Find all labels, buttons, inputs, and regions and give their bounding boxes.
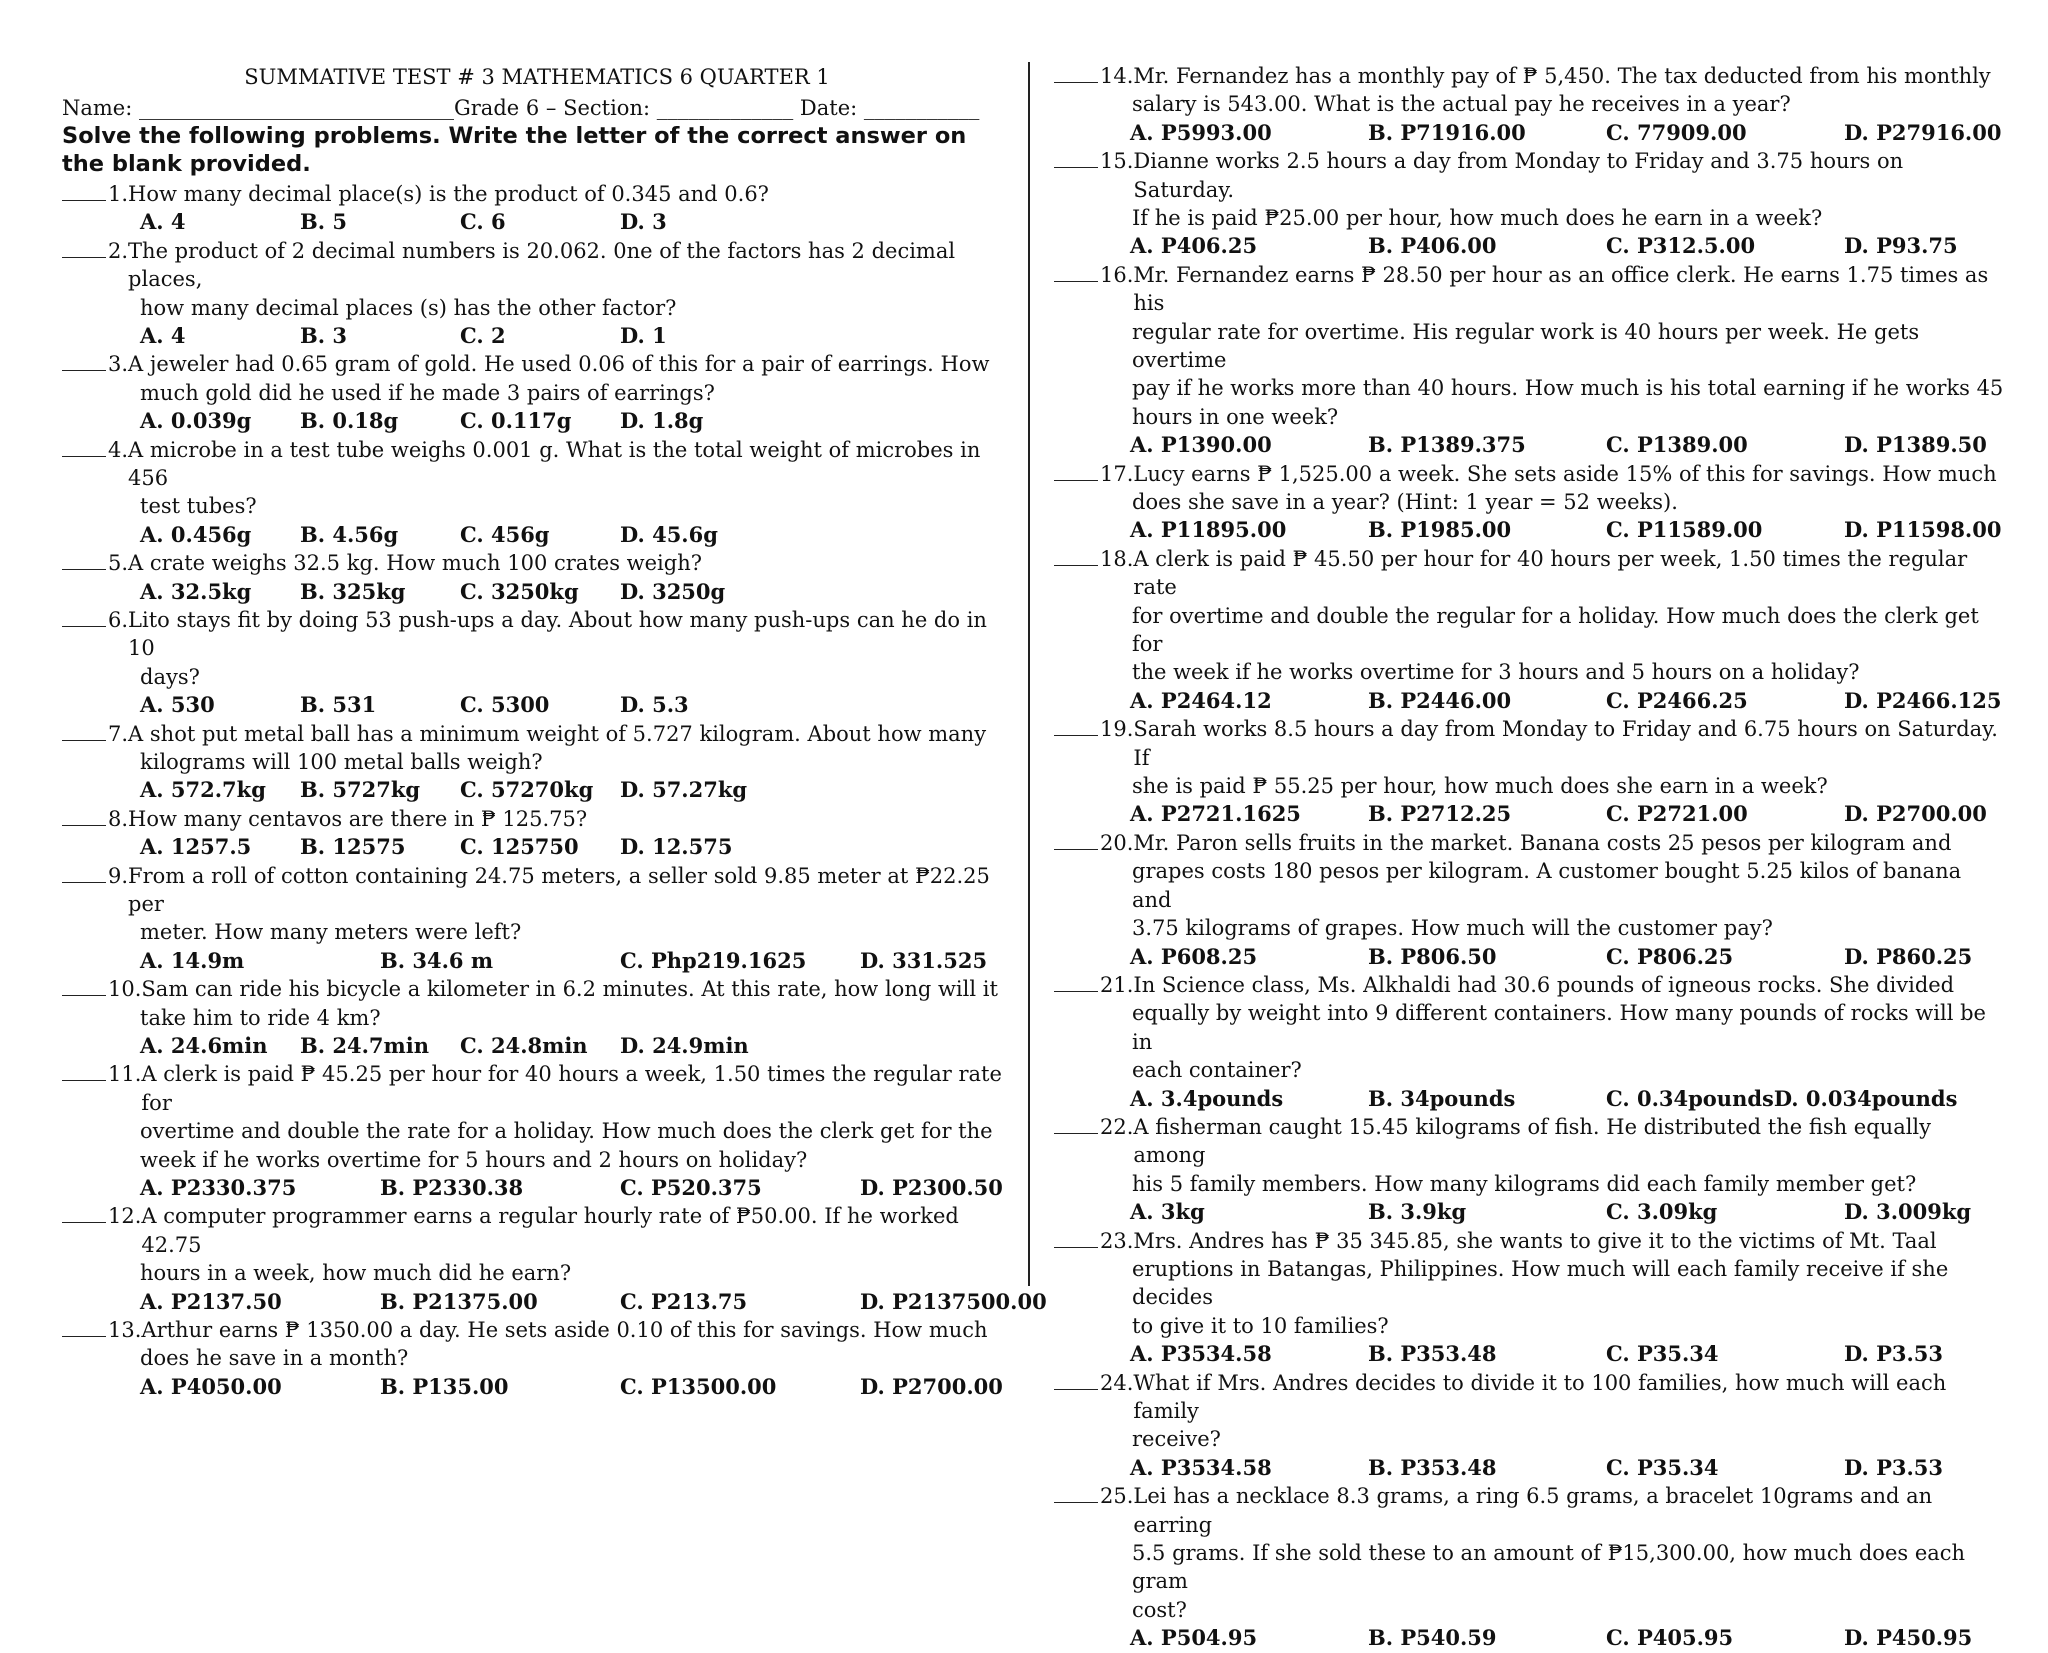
question [1054, 1482, 2004, 1652]
answer-choice: B. 3 [300, 323, 347, 349]
answer-choice: C. 3250kg [460, 578, 579, 604]
answer-choice: C. 0.117g [460, 408, 572, 434]
answer-choices [62, 1288, 1047, 1316]
answer-choices [1054, 232, 2004, 260]
question-first-line [1054, 1369, 2004, 1426]
question-number: 24. [1100, 1370, 1134, 1395]
question-number: 23. [1100, 1228, 1134, 1253]
answer-choice: D. 57.27kg [620, 777, 748, 803]
answer-blank[interactable] [1054, 147, 1098, 168]
question-number: 15. [1100, 149, 1134, 174]
answer-choice: D. P1389.50 [1844, 432, 1987, 458]
answer-choices [1054, 1198, 2004, 1226]
question-first-line [62, 720, 1012, 748]
answer-choice: A. P3534.58 [1130, 1454, 1272, 1480]
question-text-continued: how many decimal places (s) has the other factor? [140, 295, 677, 320]
answer-blank[interactable] [62, 606, 106, 627]
question-text-continued: to give it to 10 families? [1132, 1313, 1389, 1338]
question-first-line [62, 1202, 1012, 1259]
answer-choice: C. 3.09kg [1606, 1199, 1718, 1225]
answer-choices [1054, 1340, 2004, 1368]
question-number: 21. [1100, 972, 1134, 997]
answer-choices [1054, 800, 2004, 828]
question-text: Lito stays fit by doing 53 push-ups a day. About how many push-ups can he do in 10 [128, 608, 987, 661]
question-text: How many decimal place(s) is the product of 0.345 and 0.6? [128, 182, 769, 206]
question-text-continued: test tubes? [140, 494, 257, 519]
answer-blank[interactable] [1054, 1227, 1098, 1248]
answer-blank[interactable] [1054, 1369, 1098, 1390]
answer-choices [62, 521, 1012, 549]
question-text-continued: cost? [1132, 1597, 1187, 1622]
answer-choice: C. 456g [460, 521, 550, 547]
answer-choice: D. 45.6g [620, 521, 718, 547]
answer-choices [1054, 1454, 2004, 1482]
answer-blank[interactable] [1054, 829, 1098, 850]
question-text: Lei has a necklace 8.3 grams, a ring 6.5 grams, a bracelet 10grams and an earring [1133, 1484, 1933, 1537]
question-text: Mrs. Andres has ₱ 35 345.85, she wants to give it to the victims of Mt. Taal [1133, 1228, 1937, 1253]
question-first-line [1054, 829, 2004, 857]
question-text-continued: pay if he works more than 40 hours. How much is his total earning if he works 45 [1132, 376, 2004, 401]
question-text-continued: week if he works overtime for 5 hours and 2 hours on holiday? [140, 1147, 808, 1172]
answer-choice: B. P1389.375 [1368, 432, 1526, 458]
answer-choice: A. P2330.375 [140, 1175, 297, 1201]
answer-choices [1054, 1624, 2004, 1652]
answer-choices [62, 691, 1012, 719]
question-text-continued: hours in a week, how much did he earn? [140, 1261, 572, 1286]
question-text-continued: 5.5 grams. If she sold these to an amount of ₱15,300.00, how much does each gram [1132, 1540, 1966, 1594]
answer-choice: B. 531 [300, 692, 377, 718]
question-text: A jeweler had 0.65 gram of gold. He used 0.06 of this for a pair of earrings. How [128, 352, 990, 377]
question [1054, 460, 2004, 545]
question-text-continued: days? [140, 664, 200, 689]
answer-choices [1054, 943, 2004, 971]
question [1054, 545, 2004, 715]
answer-choice: A. 4 [140, 209, 186, 235]
answer-choice: D. P2700.00 [860, 1373, 1003, 1399]
right-column [1054, 62, 2004, 1653]
answer-choice: A. P504.95 [1130, 1625, 1258, 1651]
answer-blank[interactable] [62, 350, 106, 371]
answer-choice: D. 24.9min [620, 1033, 749, 1059]
answer-choice: D. P93.75 [1844, 233, 1958, 259]
answer-choice: D. 3250g [620, 578, 726, 604]
question-number: 20. [1100, 830, 1134, 855]
answer-choice: A. 24.6min [140, 1033, 268, 1059]
answer-blank[interactable] [62, 1316, 106, 1337]
question-text: A crate weighs 32.5 kg. How much 100 crates weigh? [128, 551, 702, 576]
answer-blank[interactable] [1054, 460, 1098, 481]
answer-blank[interactable] [1054, 715, 1098, 736]
question-number: 4. [108, 437, 129, 462]
answer-choice: C. P2721.00 [1606, 801, 1748, 827]
question-first-line [1054, 1227, 2004, 1255]
answer-blank[interactable] [1054, 1113, 1098, 1134]
answer-choice: D. P3.53 [1844, 1341, 1944, 1367]
name-grade-date-line: Name: ______________________________Grade 6 – Section: _____________ Date: ___________ [62, 96, 980, 120]
question-number: 7. [108, 721, 129, 746]
question-text-continued: does she save in a year? (Hint: 1 year = 52 weeks). [1132, 490, 1678, 515]
answer-choice: C. Php219.1625 [620, 947, 807, 973]
answer-choice: C. P35.34 [1606, 1454, 1719, 1480]
answer-choices [1054, 431, 2004, 459]
question [1054, 1113, 2004, 1227]
answer-choice: D. 1 [620, 323, 667, 349]
answer-blank[interactable] [62, 1202, 106, 1223]
question-first-line [62, 1316, 1012, 1344]
question-number: 22. [1100, 1114, 1134, 1139]
question-text-continued: take him to ride 4 km? [140, 1005, 381, 1030]
answer-blank[interactable] [62, 1060, 106, 1081]
question [62, 350, 1012, 435]
question-text: A microbe in a test tube weighs 0.001 g. What is the total weight of microbes in 456 [128, 437, 981, 491]
answer-choice: B. 0.18g [300, 408, 399, 434]
answer-choice: B. 4.56g [300, 521, 399, 547]
answer-choice: C. 125750 [460, 834, 579, 860]
answer-choice: C. 57270kg [460, 777, 594, 803]
answer-choice: C. 77909.00 [1606, 119, 1747, 145]
answer-choice: B. P406.00 [1368, 233, 1497, 259]
answer-choice: D. 12.575 [620, 834, 733, 860]
answer-choices [62, 833, 1012, 861]
answer-choices [1054, 687, 2004, 715]
answer-choice: D. P3.53 [1844, 1454, 1944, 1480]
question-text: Sam can ride his bicycle a kilometer in 6.2 minutes. At this rate, how long will it [141, 977, 998, 1002]
answer-blank[interactable] [62, 805, 106, 826]
answer-choice: D. 1.8g [620, 408, 704, 434]
answer-choice: A. P3534.58 [1130, 1341, 1272, 1367]
answer-choice: B. 325kg [300, 578, 406, 604]
question [1054, 971, 2004, 1113]
answer-choice: D. P2300.50 [860, 1175, 1003, 1201]
question-number: 12. [108, 1204, 142, 1229]
answer-blank[interactable] [1054, 971, 1098, 992]
answer-choices [62, 208, 1012, 236]
answer-choice: A. 14.9m [140, 947, 245, 973]
question-text-continued: kilograms will 100 metal balls weigh? [140, 750, 543, 775]
answer-choice: C. P11589.00 [1606, 517, 1763, 543]
question [62, 237, 1012, 351]
answer-choice: A. P11895.00 [1130, 517, 1287, 543]
question-first-line [62, 975, 1012, 1003]
question-text-continued: regular rate for overtime. His regular work is 40 hours per week. He gets overtime [1132, 319, 1920, 373]
question-text: Mr. Fernandez earns ₱ 28.50 per hour as an office clerk. He earns 1.75 times as his [1133, 262, 1989, 316]
question-text: Mr. Paron sells fruits in the market. Banana costs 25 pesos per kilogram and [1133, 830, 1952, 855]
question [62, 606, 1012, 720]
left-column [62, 60, 1047, 1401]
answer-choice: B. P806.50 [1368, 943, 1497, 969]
test-title: SUMMATIVE TEST # 3 MATHEMATICS 6 QUARTER 1 [244, 65, 830, 89]
answer-choices [62, 947, 1012, 975]
answer-choices [1054, 119, 2004, 147]
answer-choices [1054, 1085, 2004, 1113]
question-text-continued: If he is paid ₱25.00 per hour, how much does he earn in a week? [1132, 206, 1823, 231]
question [62, 862, 1012, 976]
question-text: The product of 2 decimal numbers is 20.062. 0ne of the factors has 2 decimal places, [128, 238, 956, 292]
question-text-continued: hours in one week? [1132, 404, 1339, 429]
question-text: A shot put metal ball has a minimum weight of 5.727 kilogram. About how many [128, 721, 987, 746]
instructions: Solve the following problems. Write the letter of the correct answer on the blank provided. [62, 123, 967, 177]
question-text-continued: meter. How many meters were left? [140, 920, 522, 945]
question [62, 1316, 1012, 1401]
question-text-continued: equally by weight into 9 different containers. How many pounds of rocks will be in [1132, 1001, 1986, 1054]
question-number: 17. [1100, 461, 1134, 486]
question [62, 180, 1012, 237]
question-first-line [62, 1060, 1012, 1117]
answer-choice: A. P2721.1625 [1130, 801, 1301, 827]
question-first-line [1054, 971, 2004, 999]
answer-choice: A. P1390.00 [1130, 432, 1272, 458]
answer-choice: D. P860.25 [1844, 943, 1973, 969]
answer-choices [62, 1032, 1012, 1060]
answer-choice: C. P405.95 [1606, 1625, 1734, 1651]
question-number: 2. [108, 238, 129, 263]
question [1054, 62, 2004, 147]
question-first-line [1054, 460, 2004, 488]
answer-choice: C. 5300 [460, 692, 550, 718]
question-text: A fisherman caught 15.45 kilograms of fish. He distributed the fish equally among [1133, 1114, 1932, 1168]
answer-choice: C. P1389.00 [1606, 432, 1748, 458]
question [1054, 1369, 2004, 1483]
answer-choice: A. P406.25 [1130, 233, 1258, 259]
answer-choice: A. P2464.12 [1130, 687, 1272, 713]
answer-choice: B. P1985.00 [1368, 517, 1512, 543]
answer-blank[interactable] [62, 549, 106, 570]
answer-choice: A. 1257.5 [140, 834, 252, 860]
question [1054, 829, 2004, 971]
question [62, 805, 1012, 862]
answer-blank[interactable] [62, 720, 106, 741]
question-text-continued: 3.75 kilograms of grapes. How much will the customer pay? [1132, 916, 1773, 941]
answer-choice: C. 24.8min [460, 1033, 588, 1059]
answer-choice: B. P2330.38 [380, 1175, 524, 1201]
question-text: A clerk is paid ₱ 45.50 per hour for 40 hours per week, 1.50 times the regular rate [1133, 546, 1968, 600]
question [62, 1060, 1012, 1202]
answer-choice: D. P11598.00 [1844, 517, 2002, 543]
answer-choices [62, 1373, 1012, 1401]
question-first-line [62, 350, 1012, 378]
question [1054, 1227, 2004, 1369]
question-first-line [62, 549, 1012, 577]
answer-choice: B. P2446.00 [1368, 687, 1512, 713]
question-text: In Science class, Ms. Alkhaldi had 30.6 pounds of igneous rocks. She divided [1133, 972, 1955, 997]
answer-choice: B. P540.59 [1368, 1625, 1497, 1651]
question-number: 6. [108, 608, 129, 633]
answer-choice: B. 34.6 m [380, 947, 494, 973]
answer-choices [62, 407, 1012, 435]
question [1054, 261, 2004, 460]
answer-choice: C. 6 [460, 209, 506, 235]
answer-choice: B. 12575 [300, 834, 406, 860]
answer-choice: B. 24.7min [300, 1033, 429, 1059]
answer-choice: A. 0.039g [140, 408, 252, 434]
answer-choice: C. P312.5.00 [1606, 233, 1756, 259]
question-text: How many centavos are there in ₱ 125.75? [128, 806, 588, 831]
answer-choice: B. P2712.25 [1368, 801, 1512, 827]
answer-choice: B. P21375.00 [380, 1288, 538, 1314]
answer-choice: B. 3.9kg [1368, 1199, 1467, 1225]
question-number: 16. [1100, 262, 1134, 287]
question-text-continued: salary is 543.00. What is the actual pay he receives in a year? [1132, 92, 1791, 117]
question-number: 9. [108, 863, 129, 888]
question-first-line [62, 436, 1012, 493]
question-first-line [1054, 62, 2004, 90]
answer-choice: D. 3 [620, 209, 667, 235]
answer-choice: B. P135.00 [380, 1373, 509, 1399]
question [62, 720, 1012, 805]
question-text-continued: overtime and double the rate for a holiday. How much does the clerk get for the [140, 1119, 993, 1144]
answer-choice: C. P806.25 [1606, 943, 1734, 969]
question-text: A clerk is paid ₱ 45.25 per hour for 40 hours a week, 1.50 times the regular rate for [141, 1062, 1002, 1115]
question-text-continued: receive? [1132, 1427, 1221, 1452]
question-first-line [1054, 1113, 2004, 1170]
question-number: 8. [108, 806, 129, 831]
answer-choice: C. P13500.00 [620, 1373, 777, 1399]
question-first-line [62, 805, 1012, 833]
answer-choice: B. P353.48 [1368, 1454, 1497, 1480]
question-text-continued: much gold did he used if he made 3 pairs of earrings? [140, 380, 715, 405]
question-text-continued: does he save in a month? [140, 1346, 409, 1371]
answer-choice: B. P353.48 [1368, 1341, 1497, 1367]
answer-choice: D. 3.009kg [1844, 1199, 1972, 1225]
answer-blank[interactable] [1054, 261, 1098, 282]
answer-choice: D. P450.95 [1844, 1625, 1973, 1651]
question-number: 13. [108, 1318, 142, 1343]
answer-choice: C. P213.75 [620, 1288, 748, 1314]
question-text-continued: his 5 family members. How many kilograms did each family member get? [1132, 1171, 1917, 1196]
question-first-line [1054, 545, 2004, 602]
question-text-continued: the week if he works overtime for 3 hours and 5 hours on a holiday? [1132, 660, 1860, 685]
question-text-continued: eruptions in Batangas, Philippines. How much will each family receive if she decides [1132, 1256, 1949, 1310]
answer-choice: B. 5 [300, 209, 347, 235]
answer-choice: A. 3kg [1130, 1199, 1205, 1225]
question-number: 3. [108, 352, 129, 377]
answer-blank[interactable] [62, 180, 106, 201]
question-list-right [1054, 62, 2004, 1653]
question-text: From a roll of cotton containing 24.75 meters, a seller sold 9.85 meter at ₱22.25 per [128, 863, 990, 917]
question-text-continued: for overtime and double the regular for a holiday. How much does the clerk get for [1132, 603, 1979, 657]
answer-choice: B. 5727kg [300, 777, 421, 803]
answer-choice: D. 5.3 [620, 692, 689, 718]
question-number: 18. [1100, 546, 1134, 571]
answer-blank[interactable] [62, 862, 106, 883]
answer-choice: D. 331.525 [860, 947, 988, 973]
question-text: A computer programmer earns a regular hourly rate of ₱50.00. If he worked 42.75 [141, 1204, 959, 1257]
question-first-line [1054, 1482, 2004, 1539]
answer-blank[interactable] [62, 237, 106, 258]
question-list-left [62, 180, 1047, 1401]
answer-choice: C. 2 [460, 323, 506, 349]
question-text: Lucy earns ₱ 1,525.00 a week. She sets aside 15% of this for savings. How much [1133, 461, 1997, 486]
answer-choices [62, 578, 1012, 606]
question-number: 25. [1100, 1484, 1134, 1509]
answer-blank[interactable] [1054, 1482, 1098, 1503]
question-text: Dianne works 2.5 hours a day from Monday to Friday and 3.75 hours on Saturday. [1133, 149, 1904, 202]
question [62, 436, 1012, 550]
answer-choices [62, 1174, 1012, 1202]
question-number: 14. [1100, 64, 1134, 88]
question-number: 19. [1100, 717, 1134, 742]
answer-blank[interactable] [1054, 545, 1098, 566]
answer-choice: A. 530 [140, 692, 215, 718]
question [1054, 147, 2004, 261]
answer-choice: D. P2137500.00 [860, 1288, 1047, 1314]
answer-choice: A. 0.456g [140, 521, 252, 547]
question [62, 975, 1012, 1060]
question [1054, 715, 2004, 829]
answer-choice: A. P5993.00 [1130, 119, 1272, 145]
question-number: 11. [108, 1062, 142, 1087]
answer-choice: C. 0.34poundsD. 0.034pounds [1606, 1085, 1958, 1111]
question-first-line [62, 237, 1012, 294]
answer-choice: A. P4050.00 [140, 1373, 282, 1399]
question [62, 1202, 1047, 1316]
answer-choice: A. 3.4pounds [1130, 1085, 1284, 1111]
answer-choice: C. P2466.25 [1606, 687, 1748, 713]
question-number: 5. [108, 551, 129, 576]
answer-choice: A. 32.5kg [140, 578, 252, 604]
question-first-line [62, 606, 1012, 663]
question-text: Mr. Fernandez has a monthly pay of ₱ 5,450. The tax deducted from his monthly [1133, 64, 1991, 88]
question-text: What if Mrs. Andres decides to divide it to 100 families, how much will each family [1133, 1370, 1947, 1423]
answer-choice: A. 4 [140, 323, 186, 349]
question-text-continued: grapes costs 180 pesos per kilogram. A customer bought 5.25 kilos of banana and [1132, 859, 1962, 912]
answer-choice: D. P2466.125 [1844, 687, 2002, 713]
question-first-line [1054, 147, 2004, 204]
answer-choice: B. 34pounds [1368, 1085, 1516, 1111]
column-divider [1028, 62, 1030, 1286]
answer-choice: D. P2700.00 [1844, 801, 1987, 827]
answer-blank[interactable] [1054, 62, 1098, 83]
answer-choices [1054, 516, 2004, 544]
question-number: 1. [108, 182, 129, 206]
answer-choices [62, 322, 1012, 350]
answer-choice: A. 572.7kg [140, 777, 266, 803]
question-text-continued: each container? [1132, 1058, 1302, 1083]
question-first-line [62, 862, 1012, 919]
answer-choice: A. P2137.50 [140, 1288, 282, 1314]
answer-blank[interactable] [62, 975, 106, 996]
question-first-line [1054, 715, 2004, 772]
question-first-line [1054, 261, 2004, 318]
question-text-continued: she is paid ₱ 55.25 per hour, how much does she earn in a week? [1132, 774, 1828, 799]
answer-choice: C. P35.34 [1606, 1341, 1719, 1367]
question-number: 10. [108, 977, 142, 1002]
answer-choice: C. P520.375 [620, 1175, 762, 1201]
answer-choice: D. P27916.00 [1844, 119, 2002, 145]
question-text: Sarah works 8.5 hours a day from Monday to Friday and 6.75 hours on Saturday. If [1133, 717, 1998, 770]
answer-blank[interactable] [62, 436, 106, 457]
question-text: Arthur earns ₱ 1350.00 a day. He sets aside 0.10 of this for savings. How much [141, 1318, 988, 1343]
answer-choice: B. P71916.00 [1368, 119, 1526, 145]
question [62, 549, 1012, 606]
answer-choices [62, 776, 1012, 804]
answer-choice: A. P608.25 [1130, 943, 1258, 969]
question-first-line [62, 180, 1012, 208]
